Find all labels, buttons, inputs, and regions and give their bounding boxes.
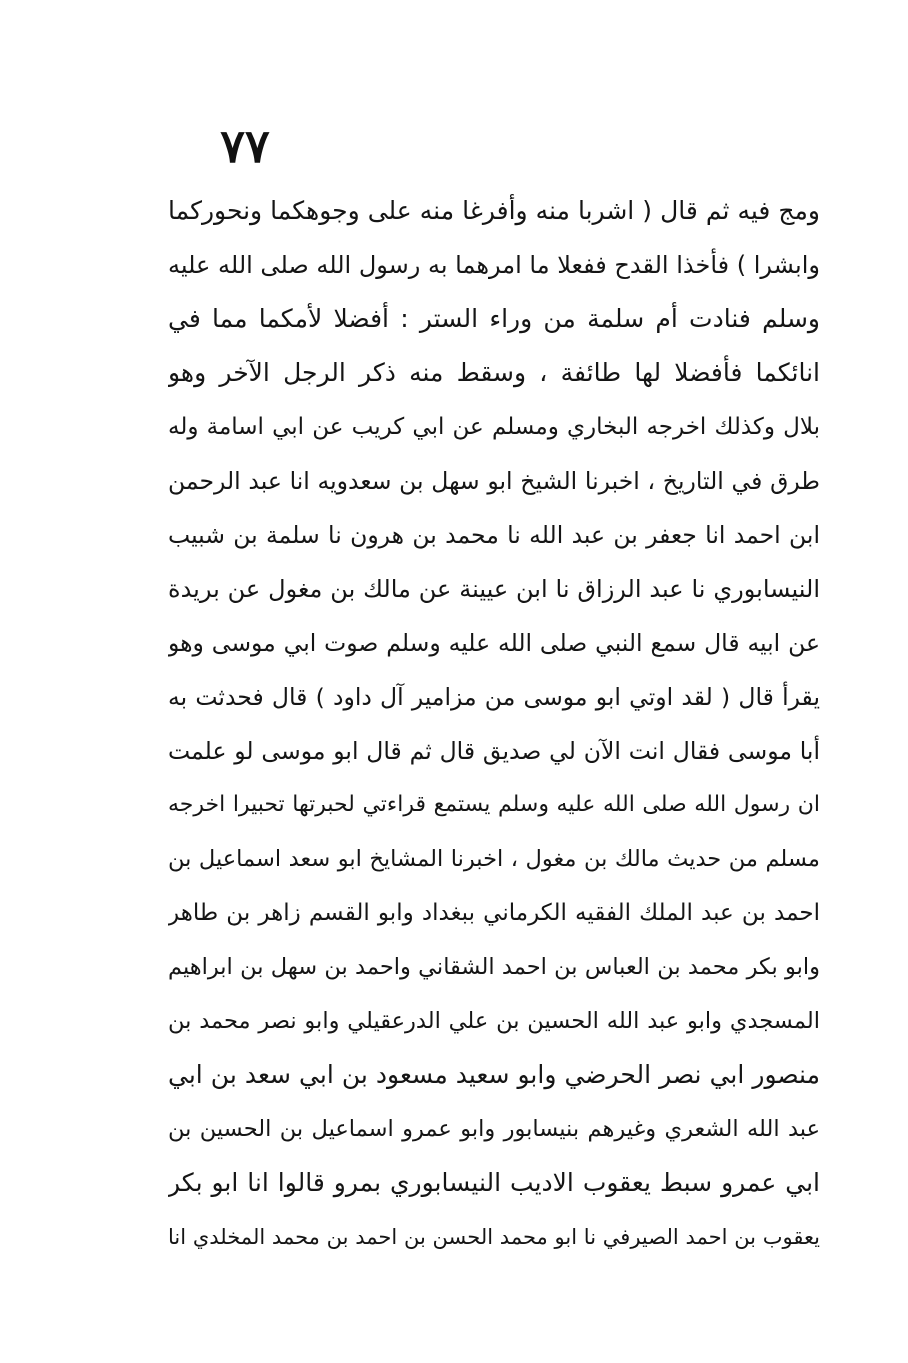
body-text <box>168 184 820 1264</box>
text-line: ان رسول الله صلى الله عليه وسلم يستمع قراءتي لحبرتها تحبيرا اخرجه <box>168 792 820 817</box>
text-line: مسلم من حديث مالك بن مغول ، اخبرنا المشايخ ابو سعد اسماعيل بن <box>168 846 820 872</box>
text-line: وابشرا ) فأخذا القدح ففعلا ما امرهما به رسول الله صلى الله عليه <box>168 251 820 279</box>
text-line: بلال وكذلك اخرجه البخاري ومسلم عن ابي كريب عن ابي اسامة وله <box>168 414 820 440</box>
text-line: منصور ابي نصر الحرضي وابو سعيد مسعود بن ابي سعد بن ابي <box>168 1060 820 1089</box>
text-line: ومج فيه ثم قال ( اشربا منه وأفرغا منه على وجوهكما ونحوركما <box>168 196 820 225</box>
text-line: ابي عمرو سبط يعقوب الاديب النيسابوري بمرو قالوا انا ابو بكر <box>168 1168 820 1197</box>
text-line: يعقوب بن احمد الصيرفي نا ابو محمد الحسن بن احمد بن محمد المخلدي انا <box>168 1225 820 1249</box>
text-line: انائكما فأفضلا لها طائفة ، وسقط منه ذكر الرجل الآخر وهو <box>168 358 820 387</box>
text-line: أبا موسى فقال انت الآن لي صديق قال ثم قال ابو موسى لو علمت <box>168 737 820 765</box>
text-line: طرق في التاريخ ، اخبرنا الشيخ ابو سهل بن سعدويه انا عبد الرحمن <box>168 467 820 495</box>
text-line: النيسابوري نا عبد الرزاق نا ابن عيينة عن مالك بن مغول عن بريدة <box>168 575 820 603</box>
text-line: احمد بن عبد الملك الفقيه الكرماني ببغداد وابو القسم زاهر بن طاهر <box>168 900 820 926</box>
text-line: عبد الله الشعري وغيرهم بنيسابور وابو عمرو اسماعيل بن الحسين بن <box>168 1116 820 1142</box>
text-line: وابو بكر محمد بن العباس بن احمد الشقاني واحمد بن سهل بن ابراهيم <box>168 954 820 980</box>
page-number: ٧٧ <box>220 119 270 173</box>
text-line: عن ابيه قال سمع النبي صلى الله عليه وسلم صوت ابي موسى وهو <box>168 629 820 657</box>
text-line: يقرأ قال ( لقد اوتي ابو موسى من مزامير آل داود ) قال فحدثت به <box>168 683 820 711</box>
text-line: وسلم فنادت أم سلمة من وراء الستر : أفضلا لأمكما مما في <box>168 304 820 333</box>
text-line: المسجدي وابو عبد الله الحسين بن علي الدرعقيلي وابو نصر محمد بن <box>168 1008 820 1034</box>
text-line: ابن احمد انا جعفر بن عبد الله نا محمد بن هرون نا سلمة بن شبيب <box>168 521 820 549</box>
